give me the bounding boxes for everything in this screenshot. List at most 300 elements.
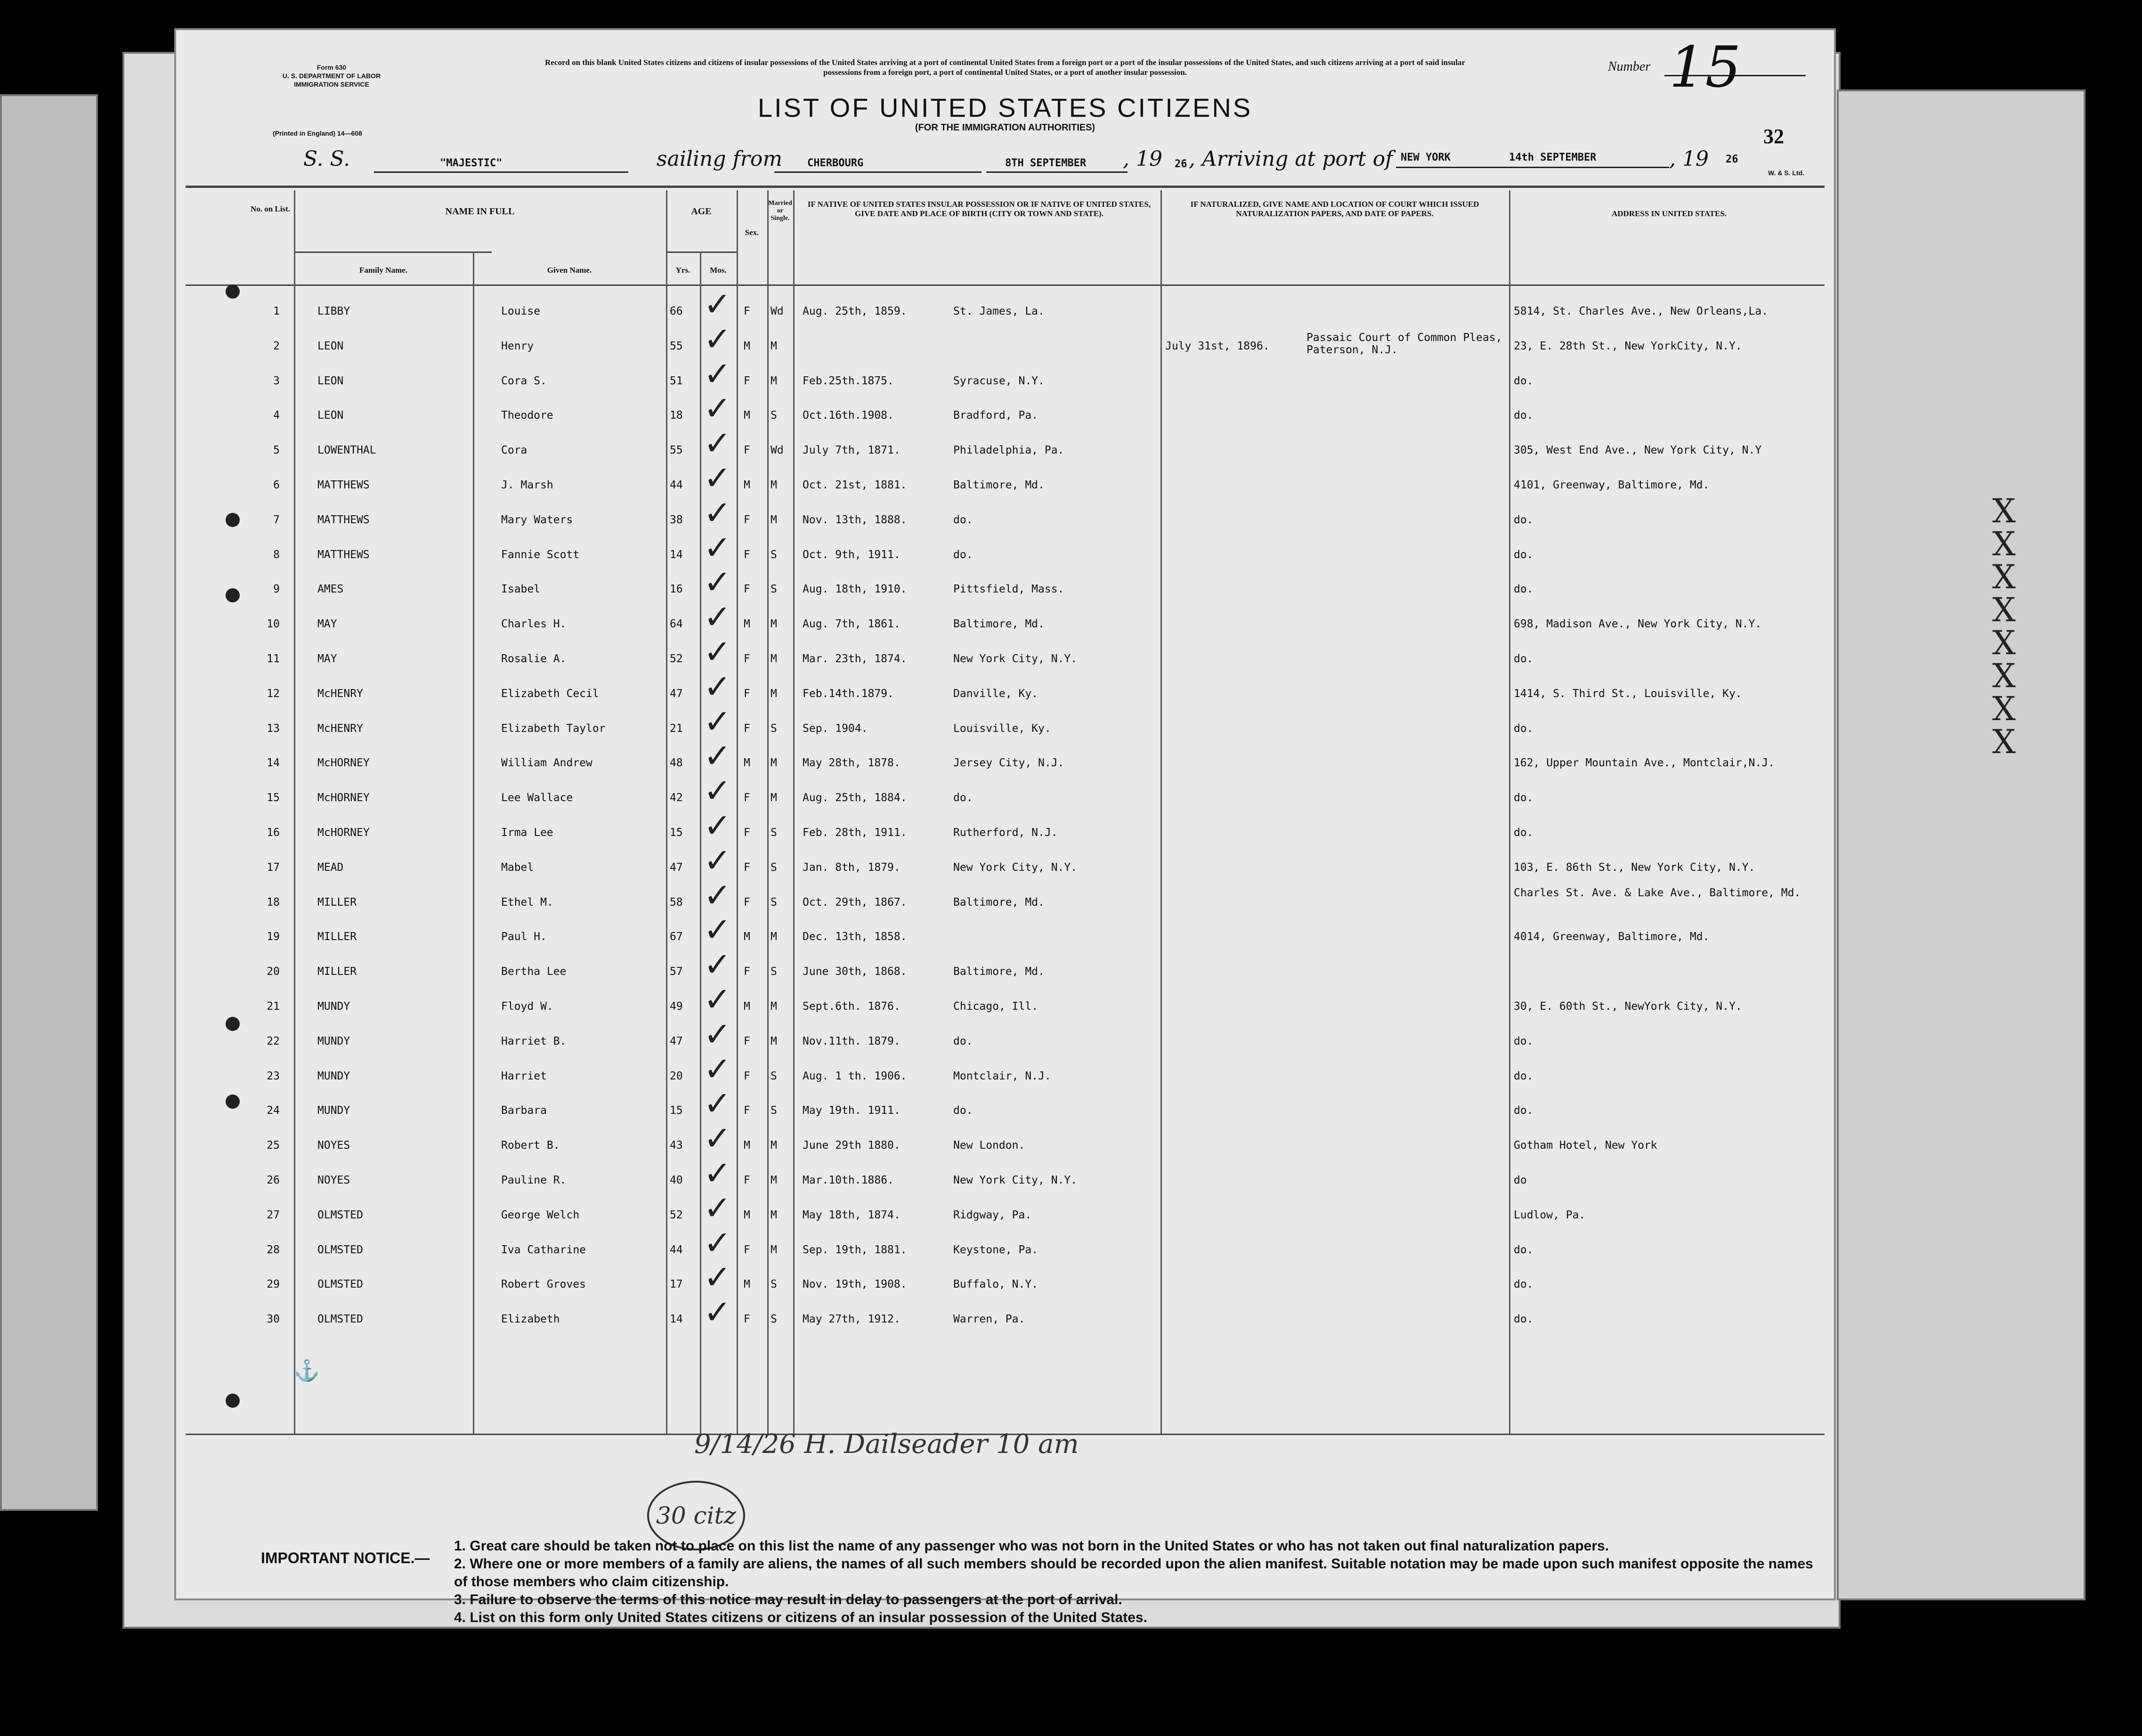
check-mark: ✓ [704, 910, 731, 949]
check-mark: ✓ [704, 389, 731, 428]
sex: M [744, 1209, 750, 1221]
table-top-rule [186, 186, 1825, 188]
birth-date: Feb.14th.1879. [803, 687, 894, 700]
address: 4101, Greenway, Baltimore, Md. [1514, 479, 1710, 491]
birth-date: Aug. 1 th. 1906. [803, 1070, 907, 1082]
age-years: 51 [670, 374, 683, 387]
birth-date: Mar.10th.1886. [803, 1174, 894, 1186]
sex: M [744, 1278, 750, 1291]
birth-place: Chicago, Ill. [953, 1000, 1039, 1013]
sex: F [744, 792, 750, 804]
row-number: 10 [267, 618, 280, 631]
age-years: 14 [670, 548, 683, 561]
department: U. S. DEPARTMENT OF LABOR [282, 72, 381, 80]
family-name: AMES [317, 583, 344, 596]
family-name: LOWENTHAL [317, 444, 376, 457]
age-years: 20 [670, 1070, 683, 1082]
birth-place: Jersey City, N.J. [953, 757, 1064, 770]
table-row [176, 319, 1834, 363]
birth-date: July 7th, 1871. [803, 444, 901, 457]
notice-item-1: 1. Great care should be taken not to place on this list the name of any passenger who was not born in the United States or who has not taken out final naturalization papers. [454, 1538, 1609, 1554]
family-name: LIBBY [317, 305, 350, 317]
given-name: Elizabeth [501, 1313, 560, 1326]
page-number: 32 [1763, 125, 1784, 148]
table-row [176, 1014, 1834, 1058]
row-number: 1 [273, 305, 280, 317]
family-name: MATTHEWS [317, 548, 370, 561]
address: 103, E. 86th St., New York City, N.Y. [1514, 861, 1755, 874]
col-yrs: Yrs. [675, 266, 690, 275]
address: do. [1514, 583, 1533, 596]
header-bottom-rule [186, 284, 1825, 286]
age-years: 15 [670, 827, 683, 839]
marital-status: M [771, 1035, 777, 1047]
family-name: MUNDY [317, 1000, 350, 1013]
age-years: 47 [670, 687, 683, 700]
address: 305, West End Ave., New York City, N.Y [1514, 444, 1762, 457]
address: Ludlow, Pa. [1514, 1209, 1586, 1221]
row-number: 22 [267, 1035, 280, 1047]
family-name: MUNDY [317, 1070, 350, 1082]
check-mark: ✓ [704, 876, 731, 915]
birth-date: Oct. 21st, 1881. [803, 479, 907, 491]
check-mark: ✓ [704, 285, 731, 324]
stacked-page-left [0, 94, 98, 1511]
given-name: Elizabeth Cecil [501, 687, 599, 700]
family-name: MATTHEWS [317, 513, 370, 526]
age-years: 67 [670, 931, 683, 943]
given-name: Louise [501, 305, 541, 317]
sex: F [744, 896, 750, 909]
check-mark: ✓ [704, 980, 731, 1019]
given-name: Barbara [501, 1104, 547, 1117]
given-name: J. Marsh [501, 479, 553, 491]
naturalization-date: July 31st, 1896. [1165, 340, 1270, 352]
age-years: 52 [670, 653, 683, 665]
sex: F [744, 513, 750, 526]
birth-date: May 28th, 1878. [803, 757, 901, 770]
sex: F [744, 1070, 750, 1082]
given-name: Pauline R. [501, 1174, 567, 1186]
table-row [176, 493, 1834, 536]
given-name: Paul H. [501, 931, 547, 943]
birth-place: Rutherford, N.J. [953, 827, 1058, 839]
marital-status: M [771, 479, 777, 491]
marital-status: S [771, 861, 777, 874]
sex: F [744, 1104, 750, 1117]
given-name: Robert B. [501, 1139, 560, 1152]
address: do. [1514, 653, 1533, 665]
row-number: 14 [267, 757, 280, 770]
given-name: Charles H. [501, 618, 567, 631]
printer-mark: W. & S. Ltd. [1768, 169, 1804, 177]
table-row [176, 598, 1834, 641]
given-name: Iva Catharine [501, 1243, 586, 1256]
table-row [176, 285, 1834, 328]
table-row [176, 1223, 1834, 1266]
birth-place: Baltimore, Md. [953, 618, 1045, 631]
row-number: 28 [267, 1243, 280, 1256]
family-name: OLMSTED [317, 1209, 363, 1221]
col-no: No. on List. [250, 204, 291, 213]
sex: M [744, 409, 750, 422]
table-row [176, 1293, 1834, 1336]
marital-status: S [771, 965, 777, 978]
marital-status: M [771, 340, 777, 352]
age-years: 66 [670, 305, 683, 317]
marital-status: Wd [771, 305, 784, 317]
birth-date: Sept.6th. 1876. [803, 1000, 901, 1013]
marital-status: M [771, 792, 777, 804]
birth-date: Sep. 1904. [803, 722, 868, 735]
row-number: 19 [267, 931, 280, 943]
age-years: 18 [670, 409, 683, 422]
col-naturalized: IF NATURALIZED, GIVE NAME AND LOCATION OF COURT WHICH ISSUED NATURALIZATION PAPERS, AND DATE OF PAPERS. [1190, 200, 1479, 218]
birth-date: Aug. 18th, 1910. [803, 583, 907, 596]
check-mark: ✓ [704, 771, 731, 811]
age-years: 44 [670, 479, 683, 491]
given-name: Theodore [501, 409, 553, 422]
row-number: 16 [267, 827, 280, 839]
birth-place: Buffalo, N.Y. [953, 1278, 1039, 1291]
age-years: 17 [670, 1278, 683, 1291]
year-label-2: , 19 [1669, 147, 1709, 171]
address: do. [1514, 374, 1533, 387]
address: do. [1514, 792, 1533, 804]
row-number: 18 [267, 896, 280, 909]
marital-status: S [771, 1070, 777, 1082]
birth-place: do. [953, 1035, 973, 1047]
family-name: LEON [317, 409, 344, 422]
marital-status: S [771, 722, 777, 735]
age-years: 47 [670, 1035, 683, 1047]
binder-hole [226, 1017, 240, 1031]
table-row [176, 1119, 1834, 1162]
row-number: 5 [273, 444, 280, 457]
given-name: Elizabeth Taylor [501, 722, 606, 735]
address: 698, Madison Ave., New York City, N.Y. [1514, 618, 1762, 631]
row-number: 11 [267, 653, 280, 665]
table-row [176, 1188, 1834, 1232]
stacked-page-right [1837, 89, 2085, 1600]
row-number: 2 [273, 340, 280, 352]
birth-place: Warren, Pa. [953, 1313, 1025, 1326]
sex: M [744, 479, 750, 491]
sex: F [744, 444, 750, 457]
birth-place: New York City, N.Y. [953, 653, 1078, 665]
given-name: Ethel M. [501, 896, 553, 909]
birth-place: Montclair, N.J. [953, 1070, 1051, 1082]
sex: M [744, 931, 750, 943]
marital-status: M [771, 618, 777, 631]
family-name: OLMSTED [317, 1313, 363, 1326]
birth-place: Pittsfield, Mass. [953, 583, 1064, 596]
address: 23, E. 28th St., New YorkCity, N.Y. [1514, 340, 1742, 352]
marital-status: S [771, 896, 777, 909]
family-name: OLMSTED [317, 1243, 363, 1256]
address: 5814, St. Charles Ave., New Orleans,La. [1514, 305, 1769, 317]
marital-status: M [771, 1243, 777, 1256]
age-years: 55 [670, 444, 683, 457]
check-mark: ✓ [704, 1223, 731, 1262]
age-years: 40 [670, 1174, 683, 1186]
number-value: 15 [1669, 35, 1741, 100]
address: do. [1514, 1070, 1533, 1082]
row-number: 21 [267, 1000, 280, 1013]
col-age: AGE [691, 206, 712, 217]
table-row [176, 910, 1834, 953]
circled-note-text: 30 citz [656, 1502, 736, 1529]
table-row [176, 459, 1834, 502]
address: Gotham Hotel, New York [1514, 1139, 1657, 1152]
family-name: McHORNEY [317, 757, 370, 770]
given-name: George Welch [501, 1209, 580, 1221]
given-name: Isabel [501, 583, 541, 596]
check-mark: ✓ [704, 598, 731, 637]
form-id-block [261, 63, 402, 89]
given-name: Harriet [501, 1070, 547, 1082]
birth-date: Nov. 19th, 1908. [803, 1278, 907, 1291]
birth-place: Baltimore, Md. [953, 479, 1045, 491]
birth-place: Keystone, Pa. [953, 1243, 1039, 1256]
given-name: Cora [501, 444, 527, 457]
address: do. [1514, 1278, 1533, 1291]
col-family: Family Name. [359, 266, 407, 275]
marital-status: M [771, 687, 777, 700]
address: 1414, S. Third St., Louisville, Ky. [1514, 687, 1742, 700]
check-mark: ✓ [704, 319, 731, 358]
row-number: 25 [267, 1139, 280, 1152]
family-name: McHORNEY [317, 827, 370, 839]
family-name: LEON [317, 374, 344, 387]
birth-date: Sep. 19th, 1881. [803, 1243, 907, 1256]
check-mark: ✓ [704, 424, 731, 463]
row-number: 6 [273, 479, 280, 491]
birth-place: Baltimore, Md. [953, 965, 1045, 978]
sex: F [744, 965, 750, 978]
birth-date: Aug. 7th, 1861. [803, 618, 901, 631]
family-name: MILLER [317, 965, 357, 978]
address: do. [1514, 409, 1533, 422]
row-number: 24 [267, 1104, 280, 1117]
age-years: 16 [670, 583, 683, 596]
naturalization-court: Passaic Court of Common Pleas, Paterson, N.J. [1306, 331, 1502, 356]
col-address: ADDRESS IN UNITED STATES. [1611, 209, 1727, 218]
given-name: Harriet B. [501, 1035, 567, 1047]
record-note: Record on this blank United States citizens and citizens of insular possessions of the United States arriving at a port of continental United States from a foreign port or a port of the insular possessions of the United States, and such citizens arriving at a port of said insular possessions from a foreign port, a port of continental United States, or a port of another insular possession. [545, 58, 1465, 77]
birth-date: June 30th, 1868. [803, 965, 907, 978]
sail-date: 8TH SEPTEMBER [1005, 157, 1087, 169]
birth-date: Oct.16th.1908. [803, 409, 894, 422]
address: do. [1514, 1035, 1533, 1047]
marital-status: S [771, 409, 777, 422]
year-label-1: , 19 [1123, 147, 1162, 171]
birth-place: Ridgway, Pa. [953, 1209, 1032, 1221]
printed-note: (Printed in England) 14—608 [273, 130, 362, 137]
birth-place: do. [953, 548, 973, 561]
notice-label: IMPORTANT NOTICE.— [261, 1549, 430, 1566]
marital-status: S [771, 827, 777, 839]
birth-place: do. [953, 513, 973, 526]
marital-status: M [771, 1139, 777, 1152]
col-name-in-full: NAME IN FULL [445, 206, 515, 217]
check-mark: ✓ [704, 1119, 731, 1158]
age-years: 21 [670, 722, 683, 735]
family-name: McHORNEY [317, 792, 370, 804]
birth-place: do. [953, 792, 973, 804]
row-number: 8 [273, 548, 280, 561]
birth-date: Feb. 28th, 1911. [803, 827, 907, 839]
birth-date: Dec. 13th, 1858. [803, 931, 907, 943]
address: do. [1514, 1104, 1533, 1117]
service: IMMIGRATION SERVICE [294, 81, 369, 88]
table-row [176, 806, 1834, 849]
check-mark: ✓ [704, 354, 731, 393]
table-row [176, 737, 1834, 779]
family-name: MUNDY [317, 1104, 350, 1117]
sex: F [744, 1243, 750, 1256]
sex: F [744, 374, 750, 387]
age-years: 64 [670, 618, 683, 631]
given-name: Bertha Lee [501, 965, 567, 978]
check-mark: ✓ [704, 1258, 731, 1297]
marital-status: M [771, 757, 777, 770]
check-mark: ✓ [704, 667, 731, 706]
row-number: 27 [267, 1209, 280, 1221]
age-years: 44 [670, 1243, 683, 1256]
address: do. [1514, 827, 1533, 839]
age-years: 48 [670, 757, 683, 770]
table-row [176, 841, 1834, 884]
table-row [176, 945, 1834, 988]
birth-date: Feb.25th.1875. [803, 374, 894, 387]
age-years: 43 [670, 1139, 683, 1152]
family-name: MATTHEWS [317, 479, 370, 491]
form-number: Form 630 [316, 64, 347, 71]
family-name: MEAD [317, 861, 344, 874]
given-name: Henry [501, 340, 534, 352]
table-row [176, 1154, 1834, 1197]
family-name: MAY [317, 618, 337, 631]
given-name: Mary Waters [501, 513, 573, 526]
birth-place: Syracuse, N.Y. [953, 374, 1045, 387]
birth-place: do. [953, 1104, 973, 1117]
check-mark: ✓ [704, 841, 731, 880]
given-name: Irma Lee [501, 827, 553, 839]
marital-status: M [771, 1209, 777, 1221]
family-name: LEON [317, 340, 344, 352]
family-name: MILLER [317, 896, 357, 909]
family-name: OLMSTED [317, 1278, 363, 1291]
name-subrule [294, 251, 492, 253]
row-number: 29 [267, 1278, 280, 1291]
table-row [176, 1049, 1834, 1093]
marital-status: S [771, 1313, 777, 1326]
binder-hole [226, 1394, 240, 1408]
table-row [176, 667, 1834, 710]
row-number: 30 [267, 1313, 280, 1326]
check-mark: ✓ [704, 1293, 731, 1332]
birth-date: Aug. 25th, 1884. [803, 792, 907, 804]
stamp-line: 9/14/26 H. Dailseader 10 am [694, 1429, 1079, 1460]
age-years: 14 [670, 1313, 683, 1326]
birth-place: Danville, Ky. [953, 687, 1039, 700]
table-row [176, 528, 1834, 571]
family-name: McHENRY [317, 687, 363, 700]
check-mark: ✓ [704, 806, 731, 845]
table-row [176, 1258, 1834, 1301]
arrive-date: 14th SEPTEMBER [1509, 152, 1597, 163]
binder-hole [226, 588, 240, 602]
notice-item-4: 4. List on this form only United States citizens or citizens of an insular possession of the United States. [454, 1610, 1147, 1625]
check-mark: ✓ [704, 1154, 731, 1192]
marital-status: S [771, 548, 777, 561]
binder-hole [226, 284, 240, 299]
check-mark: ✓ [704, 1049, 731, 1088]
sex: M [744, 618, 750, 631]
table-row [176, 424, 1834, 467]
sex: F [744, 583, 750, 596]
row-number: 4 [273, 409, 280, 422]
table-row [176, 633, 1834, 675]
age-years: 55 [670, 340, 683, 352]
birth-place: Baltimore, Md. [953, 896, 1045, 909]
birth-date: May 19th. 1911. [803, 1104, 901, 1117]
age-subrule [666, 251, 737, 253]
birth-date: May 27th, 1912. [803, 1313, 901, 1326]
arriving-label: , Arriving at port of [1189, 147, 1393, 171]
table-row [176, 876, 1834, 919]
marital-status: S [771, 583, 777, 596]
birth-place: St. James, La. [953, 305, 1045, 317]
row-number: 9 [273, 583, 280, 596]
year-1: 26 [1175, 158, 1187, 170]
number-label: Number [1608, 59, 1651, 74]
family-name: NOYES [317, 1174, 350, 1186]
page-subtitle: (FOR THE IMMIGRATION AUTHORITIES) [915, 122, 1095, 133]
birth-date: Oct. 9th, 1911. [803, 548, 901, 561]
notice-item-2: 2. Where one or more members of a family are aliens, the names of all such members should be recorded upon the alien manifest. Suitable notation may be made upon such manifest opposite the names of those members who claim citizenship. [454, 1556, 1813, 1590]
check-mark: ✓ [704, 702, 731, 741]
sex: F [744, 722, 750, 735]
sailing-line [774, 171, 982, 173]
check-mark: ✓ [704, 459, 731, 497]
birth-place: New London. [953, 1139, 1025, 1152]
notice-items [454, 1537, 1820, 1627]
birth-place: Louisville, Ky. [953, 722, 1051, 735]
sex: M [744, 757, 750, 770]
sex: M [744, 1000, 750, 1013]
table-row [176, 980, 1834, 1023]
marital-status: S [771, 1278, 777, 1291]
col-sex: Sex. [745, 228, 759, 237]
sex: M [744, 340, 750, 352]
sex: F [744, 687, 750, 700]
age-years: 15 [670, 1104, 683, 1117]
birth-date: Oct. 29th, 1867. [803, 896, 907, 909]
birth-place: New York City, N.Y. [953, 861, 1078, 874]
given-name: Fannie Scott [501, 548, 580, 561]
birth-place: Philadelphia, Pa. [953, 444, 1064, 457]
manifest-page [174, 28, 1836, 1625]
check-mark: ✓ [704, 737, 731, 776]
table-row [176, 702, 1834, 745]
family-name: McHENRY [317, 722, 363, 735]
age-years: 47 [670, 861, 683, 874]
year-2: 26 [1726, 154, 1738, 165]
row-number: 12 [267, 687, 280, 700]
col-given: Given Name. [547, 266, 592, 275]
